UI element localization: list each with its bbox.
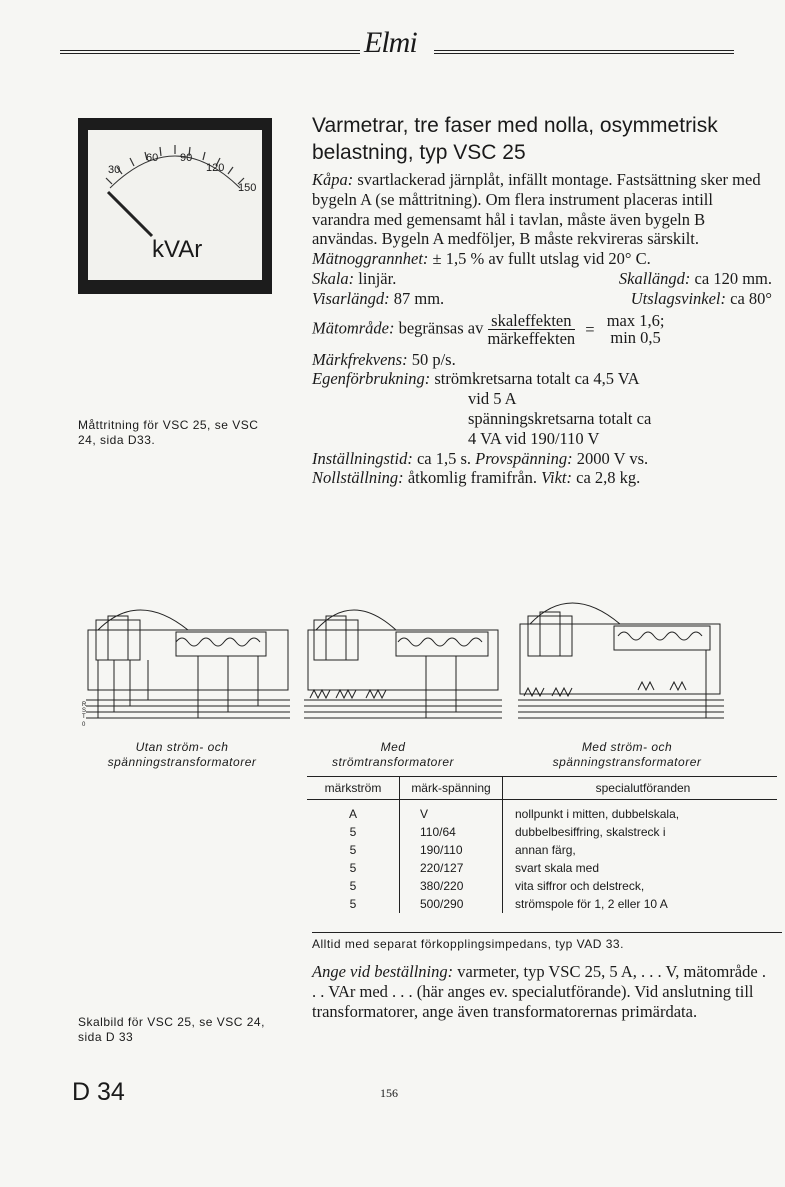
spec-nollstallning: Nollställning: åtkomlig framifrån. Vikt: ca 2,8 kg.: [312, 468, 641, 488]
table-row: 5 220/127 svart skala med: [307, 859, 777, 877]
header-rule-left: [60, 50, 360, 54]
col-markstrom: märkström: [307, 777, 400, 800]
header-rule-right: [434, 50, 734, 54]
diagram-caption-1: Utan ström- och spänningstransformatorer: [107, 740, 257, 769]
table-row: 5 190/110 annan färg,: [307, 841, 777, 859]
spec-matnoggrannhet: Mätnoggrannhet: ± 1,5 % av fullt utslag vid 20° C.: [312, 249, 651, 269]
diagram-utan-transformatorer: [78, 590, 294, 738]
caption-skalbild: Skalbild för VSC 25, se VSC 24, sida D 33: [78, 1015, 265, 1044]
diagram-caption-3: Med ström- och spänningstransformatorer: [552, 740, 702, 769]
col-specialutforanden: specialutföranden: [503, 777, 778, 800]
page-number: 156: [380, 1086, 398, 1100]
diagram-caption-2: Med strömtransformatorer: [331, 740, 455, 769]
meter-photo: [78, 118, 272, 294]
diagram-med-strom-och-spanningstransformatorer: [510, 590, 728, 738]
scale-label-30: 30: [108, 164, 121, 176]
variant-table: [307, 776, 777, 913]
ratio-fraction: $\frac{\text{skaleffekten}}{\text{märkeffekten}}$: [487, 310, 576, 348]
phase-label-r: R: [82, 702, 87, 708]
phase-label-0: 0: [82, 722, 86, 728]
meter-unit-label: kVAr: [152, 236, 203, 263]
caption-mattritning: Måttritning för VSC 25, se VSC 24, sida D33.: [78, 418, 259, 447]
table-row: 5 110/64 dubbelbesiffring, skalstreck i: [307, 823, 777, 841]
phase-label-s: S: [82, 708, 87, 714]
scale-label-90: 90: [180, 152, 193, 164]
page-code: D 34: [72, 1078, 125, 1106]
spec-matomrade: Mätområde: begränsas av $\frac{\text{skaleffekten}}{\text{märkeffekten}}$ = max 1,6; min 0,5: [312, 310, 665, 348]
spec-body: Kåpa: svartlackerad järnplåt, infällt montage. Fastsättning sker med bygeln A (se måttritning). Om flera instrument placeras intill varandra med gemensamt hål i tavlan, måste även bygeln B användas. Bygeln A medföljer, B måste rekvireras särskilt. Mätnoggrannhet: ± 1,5 % av fullt utslag vid 20° C. Skala: linjär. Skallängd: ca 120 mm. Visarlängd: 87 mm. Utslagsvinkel: ca 80° Mätområde: begränsas av $\frac{\text{skaleffekten}}{\text{märkeffekten}}$ = max 1,6; min 0,5 Märkfrekvens: 50 p/s. Egenförbrukning: strömkretsarna totalt ca 4,5 VA vid 5 A spänningskretsarna totalt ca 4 VA vid 190/110 V Inställningstid: ca 1,5 s. Provspänning: 2000 V vs. Nollställning: åtkomlig framifrån. Vikt: ca 2,8 kg.: [312, 170, 772, 488]
table-header-row: [307, 777, 777, 800]
table-row: 5 500/290 strömspole för 1, 2 eller 10 A: [307, 895, 777, 913]
spec-installningstid: Inställningstid: ca 1,5 s. Provspänning: 2000 V vs.: [312, 448, 649, 468]
table-note: Alltid med separat förkopplingsimpedans, typ VAD 33.: [312, 932, 782, 952]
spec-visar-row: Visarlängd: 87 mm. Utslagsvinkel: ca 80°: [312, 288, 772, 308]
col-markspanning: märk-spänning: [400, 777, 503, 800]
meter-face: [88, 130, 262, 280]
phase-label-t: T: [82, 714, 86, 720]
scale-label-120: 120: [206, 162, 225, 174]
spec-skala-row: Skala: linjär. Skallängd: ca 120 mm.: [312, 268, 772, 288]
spec-egenforbrukning: Egenförbrukning: strömkretsarna totalt ca 4,5 VA: [312, 369, 640, 389]
diagram-med-stromtransformatorer: [296, 590, 506, 738]
spec-kapa: Kåpa: svartlackerad järnplåt, infällt montage. Fastsättning sker med bygeln A (se måttritning). Om flera instrument placeras intill varandra med gemensamt hål i tavlan, måste även bygeln B användas. Bygeln A medföljer, B måste rekvireras särskilt.: [312, 170, 761, 249]
order-paragraph: Ange vid beställning: varmeter, typ VSC 25, 5 A, . . . V, mätområde . . . VAr med . . . (här anges ev. specialutförande). Vid anslutning till transformatorer, ange även transformatorernas primärdata.: [312, 962, 766, 1021]
table-row: A V nollpunkt i mitten, dubbelskala,: [307, 800, 777, 824]
spec-markfrekvens: Märkfrekvens: 50 p/s.: [312, 349, 456, 369]
page-title: Varmetrar, tre faser med nolla, osymmetrisk belastning, typ VSC 25: [312, 114, 718, 164]
brand-logo: Elmi: [364, 26, 417, 59]
scale-label-60: 60: [146, 152, 159, 164]
table-row: 5 380/220 vita siffror och delstreck,: [307, 877, 777, 895]
scale-label-150: 150: [238, 182, 257, 194]
